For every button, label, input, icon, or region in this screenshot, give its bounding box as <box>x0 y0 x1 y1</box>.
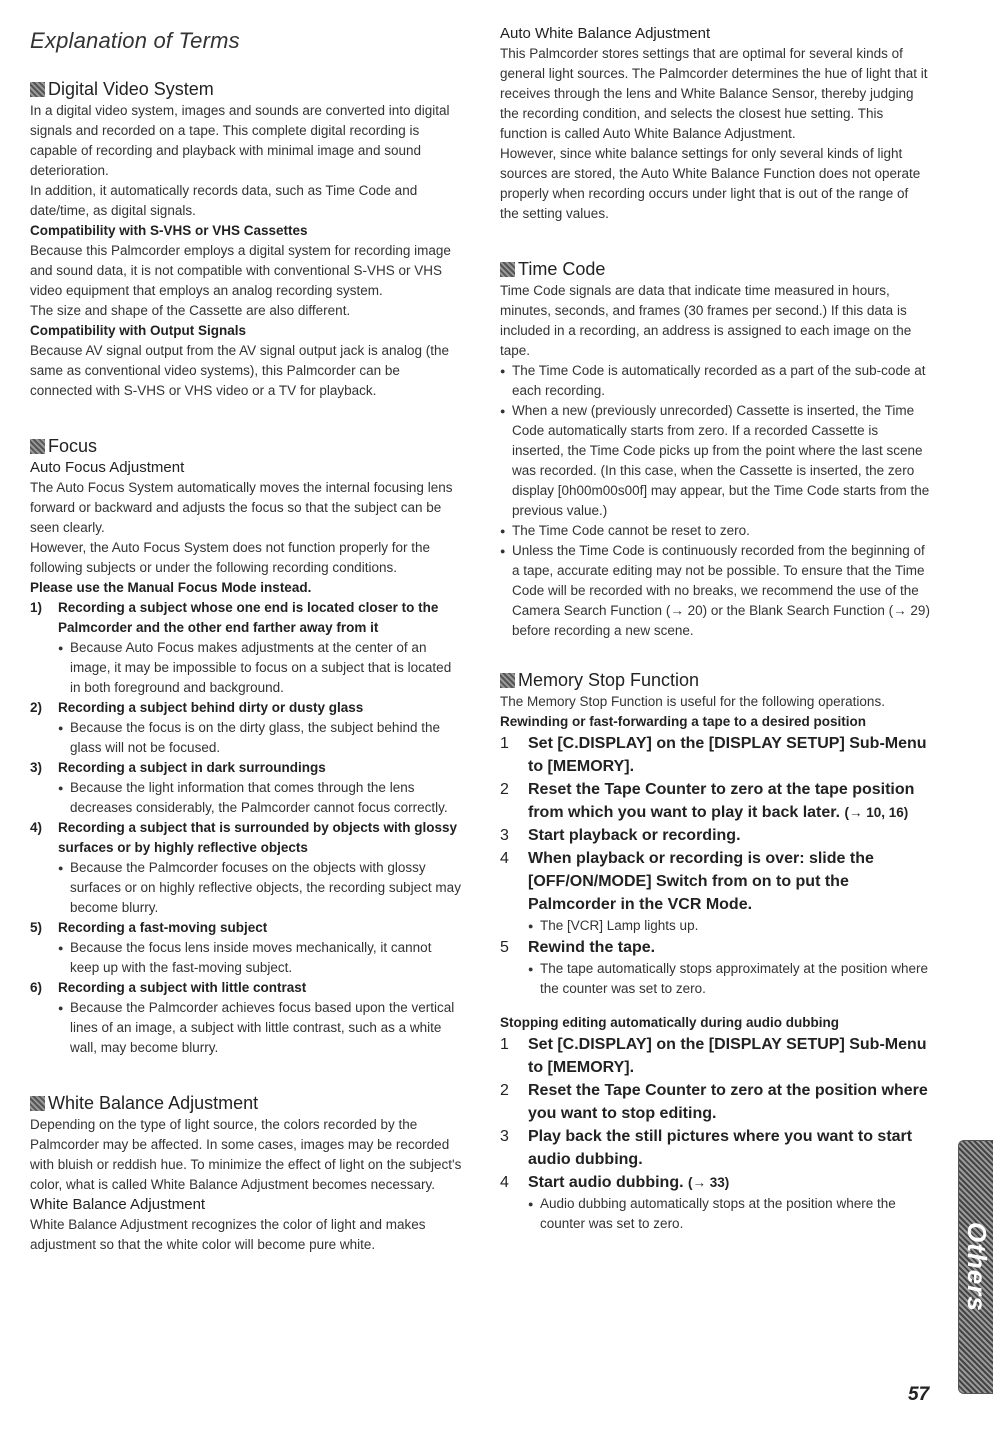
subheading: Compatibility with Output Signals <box>30 323 246 338</box>
item-number: 6) <box>30 980 43 995</box>
time-code-bullet <box>500 401 930 521</box>
bullet-icon: ● <box>528 1199 534 1209</box>
note-text: Because Auto Focus makes adjustments at the center of an image, it may be impossible to focus on a subject that is located in both foreground and background. <box>70 640 452 695</box>
step-text: Start playback or recording. <box>528 827 741 844</box>
step-number: 4 <box>500 850 509 867</box>
time-code-bullet <box>500 361 930 401</box>
page-title: Explanation of Terms <box>30 28 240 53</box>
step-body <box>528 936 655 959</box>
right-column <box>500 22 930 1234</box>
paragraph: Because AV signal output from the AV signal output jack is analog (the same as conventional video systems), this Palmcorder can be connected with S-VHS or VHS video or a TV for playback. <box>30 343 450 398</box>
step-body <box>528 1125 930 1171</box>
focus-item-title <box>30 978 462 998</box>
step-number: 3 <box>500 1128 509 1145</box>
paragraph: However, the Auto Focus System does not function properly for the following subjects or under the following recording conditions. <box>30 540 430 575</box>
bullet-text: Unless the Time Code is continuously recorded from the beginning of a tape, accurate editing may not be possible. To ensure that the Time Code will be recorded with no breaks, we recommend the use of the Camera Search Function (→ 20) or the Blank Search Function (→ 29) before recording a new scene. <box>512 543 930 638</box>
item-number: 4) <box>30 820 43 835</box>
focus-item-note <box>30 638 462 698</box>
section-heading-white-balance <box>30 1092 462 1114</box>
step-number: 1 <box>500 735 509 752</box>
step-item <box>500 1033 930 1079</box>
side-tab-label: Others <box>962 1222 992 1312</box>
note-text: The tape automatically stops approximately at the position where the counter was set to zero. <box>540 961 928 996</box>
item-title-text: Recording a subject behind dirty or dusty glass <box>58 700 364 715</box>
bullet-text: The Time Code cannot be reset to zero. <box>512 523 750 538</box>
time-code-bullet <box>500 541 930 641</box>
paragraph: Because this Palmcorder employs a digital system for recording image and sound data, it is not compatible with conventional S-VHS or VHS video equipment that employs an analog recording system. <box>30 243 451 298</box>
step-number: 3 <box>500 827 509 844</box>
item-title-text: Recording a fast-moving subject <box>58 920 268 935</box>
step-body <box>528 1033 930 1079</box>
page-number: 57 <box>908 1384 930 1405</box>
step-item <box>500 1079 930 1125</box>
note-text: Because the focus is on the dirty glass, the subject behind the glass will not be focused. <box>70 720 440 755</box>
step-note <box>500 916 930 936</box>
memory-stop-steps <box>500 732 930 999</box>
heading-text: Memory Stop Function <box>518 670 700 690</box>
item-title-text: Recording a subject in dark surroundings <box>58 760 326 775</box>
section-side-tab <box>958 1140 993 1394</box>
focus-conditions-list <box>30 598 462 1058</box>
step-text: Set [C.DISPLAY] on the [DISPLAY SETUP] Sub-Menu to [MEMORY]. <box>528 1036 927 1076</box>
note-text: Because the Palmcorder achieves focus based upon the vertical lines of an image, a subject with little contrast, such as a white wall, may become blurry. <box>70 1000 455 1055</box>
section-marker-icon <box>500 673 515 688</box>
step-body <box>528 778 930 824</box>
focus-item-note <box>30 778 462 818</box>
paragraph: The size and shape of the Cassette are also different. <box>30 303 351 318</box>
bullet-icon: ● <box>58 783 64 793</box>
heading-text: White Balance Adjustment <box>48 1093 259 1113</box>
paragraph: White Balance Adjustment recognizes the color of light and makes adjustment so that the white color will become pure white. <box>30 1217 426 1252</box>
bullet-icon: ● <box>500 406 506 416</box>
subheading: Auto Focus Adjustment <box>30 459 185 476</box>
focus-item-note <box>30 998 462 1058</box>
step-item <box>500 732 930 778</box>
bullet-text: The Time Code is automatically recorded as a part of the sub-code at each recording. <box>512 363 926 398</box>
bullet-icon: ● <box>528 921 534 931</box>
subheading: Rewinding or fast-forwarding a tape to a desired position <box>500 714 867 729</box>
item-title-text: Recording a subject with little contrast <box>58 980 307 995</box>
step-body <box>528 824 741 847</box>
step-note <box>500 1194 930 1234</box>
bullet-text: When a new (previously unrecorded) Cassette is inserted, the Time Code automatically starts from zero. If a recorded Cassette is inserted, the Time Code picks up from the point where the last scene was recorded. (In this case, when the Cassette is inserted, the zero display [0h00m00s00f] may appear, but the Time Code starts from the previous value.) <box>512 403 930 518</box>
step-number: 2 <box>500 1082 509 1099</box>
focus-item-title <box>30 598 462 638</box>
paragraph: Time Code signals are data that indicate time measured in hours, minutes, seconds, and frames (30 frames per second.) If this data is included in a recording, an address is assigned to each image on the tape. <box>500 283 912 358</box>
step-number: 2 <box>500 781 509 798</box>
step-item <box>500 1171 930 1194</box>
subheading: White Balance Adjustment <box>30 1196 206 1213</box>
step-text: Reset the Tape Counter to zero at the position where you want to stop editing. <box>528 1082 928 1122</box>
step-number: 4 <box>500 1174 509 1191</box>
bullet-icon: ● <box>500 526 506 536</box>
bullet-icon: ● <box>58 1003 64 1013</box>
item-number: 3) <box>30 760 43 775</box>
heading-text: Digital Video System <box>48 79 214 99</box>
step-item <box>500 824 930 847</box>
step-text: Play back the still pictures where you want to start audio dubbing. <box>528 1128 913 1168</box>
paragraph: Depending on the type of light source, the colors recorded by the Palmcorder may be affected. In some cases, images may be recorded with bluish or reddish hue. To minimize the effect of light on the subject's color, what is called White Balance Adjustment becomes necessary. <box>30 1117 462 1192</box>
step-item <box>500 847 930 916</box>
step-number: 1 <box>500 1036 509 1053</box>
paragraph: However, since white balance settings for only several kinds of light sources are stored, the Auto White Balance Function does not operate properly when recording occurs under light that is out of the range of the setting values. <box>500 146 921 221</box>
audio-dubbing-steps <box>500 1033 930 1234</box>
heading-text: Focus <box>48 436 98 456</box>
section-heading-digital <box>30 78 462 100</box>
focus-item-note <box>30 858 462 918</box>
bullet-icon: ● <box>58 943 64 953</box>
focus-item-note <box>30 938 462 978</box>
focus-item-title <box>30 698 462 718</box>
step-body <box>528 732 930 778</box>
note-text: Because the Palmcorder focuses on the objects with glossy surfaces or on highly reflective objects, the recording subject may become blurry. <box>70 860 461 915</box>
step-text: Reset the Tape Counter to zero at the tape position from which you want to play it back later. <box>528 781 915 821</box>
left-column <box>30 22 462 1255</box>
subheading: Auto White Balance Adjustment <box>500 25 711 42</box>
focus-item-title <box>30 758 462 778</box>
focus-item-note <box>30 718 462 758</box>
paragraph: The Auto Focus System automatically moves the internal focusing lens forward or backward and adjusts the focus so that the subject can be seen clearly. <box>30 480 453 535</box>
step-text: When playback or recording is over: slide the [OFF/ON/MODE] Switch from on to put the Palmcorder in the VCR Mode. <box>528 850 874 913</box>
time-code-bullets <box>500 361 930 641</box>
step-body <box>528 1079 930 1125</box>
step-note <box>500 959 930 999</box>
item-title-text: Recording a subject whose one end is located closer to the Palmcorder and the other end farther away from it <box>58 600 439 635</box>
section-marker-icon <box>30 1096 45 1111</box>
item-title-text: Recording a subject that is surrounded by objects with glossy surfaces or by highly reflective objects <box>58 820 458 855</box>
subheading: Compatibility with S-VHS or VHS Cassettes <box>30 223 308 238</box>
section-marker-icon <box>500 262 515 277</box>
paragraph: The Memory Stop Function is useful for the following operations. <box>500 694 885 709</box>
section-heading-memory-stop <box>500 669 930 691</box>
bullet-icon: ● <box>500 366 506 376</box>
step-body <box>528 847 930 916</box>
step-text: Start audio dubbing. <box>528 1174 684 1191</box>
bullet-icon: ● <box>58 643 64 653</box>
item-number: 2) <box>30 700 43 715</box>
bullet-icon: ● <box>58 863 64 873</box>
section-heading-time-code <box>500 258 930 280</box>
step-number: 5 <box>500 939 509 956</box>
section-heading-focus <box>30 435 462 457</box>
item-number: 5) <box>30 920 43 935</box>
focus-item-title <box>30 818 462 858</box>
step-text: Rewind the tape. <box>528 939 656 956</box>
item-number: 1) <box>30 600 43 615</box>
note-text: Audio dubbing automatically stops at the position where the counter was set to zero. <box>540 1196 896 1231</box>
heading-text: Time Code <box>518 259 606 279</box>
paragraph: In a digital video system, images and sounds are converted into digital signals and recorded on a tape. This complete digital recording is capable of recording and playback with minimal image and sound deterioration. <box>30 103 450 178</box>
note-text: Because the light information that comes through the lens decreases considerably, the Palmcorder cannot focus correctly. <box>70 780 448 815</box>
bullet-icon: ● <box>500 546 506 556</box>
subheading: Stopping editing automatically during audio dubbing <box>500 1015 839 1030</box>
paragraph: This Palmcorder stores settings that are optimal for several kinds of general light sources. The Palmcorder determines the hue of light that it receives through the lens and White Balance Sensor, thereby judging the recording condition, and selects the closest hue setting. This function is called Auto White Balance Adjustment. <box>500 46 928 141</box>
focus-item-title <box>30 918 462 938</box>
paragraph: In addition, it automatically records data, such as Time Code and date/time, as digital signals. <box>30 183 418 218</box>
step-body <box>528 1171 729 1194</box>
step-item <box>500 936 930 959</box>
manual-focus-note: Please use the Manual Focus Mode instead. <box>30 580 312 595</box>
time-code-bullet <box>500 521 930 541</box>
step-item <box>500 1125 930 1171</box>
section-marker-icon <box>30 439 45 454</box>
page-reference: (→ 10, 16) <box>844 805 909 820</box>
step-item <box>500 778 930 824</box>
note-text: Because the focus lens inside moves mechanically, it cannot keep up with the fast-moving subject. <box>70 940 432 975</box>
page-reference: (→ 33) <box>688 1175 730 1190</box>
note-text: The [VCR] Lamp lights up. <box>540 918 699 933</box>
step-text: Set [C.DISPLAY] on the [DISPLAY SETUP] Sub-Menu to [MEMORY]. <box>528 735 927 775</box>
bullet-icon: ● <box>58 723 64 733</box>
bullet-icon: ● <box>528 964 534 974</box>
section-marker-icon <box>30 82 45 97</box>
